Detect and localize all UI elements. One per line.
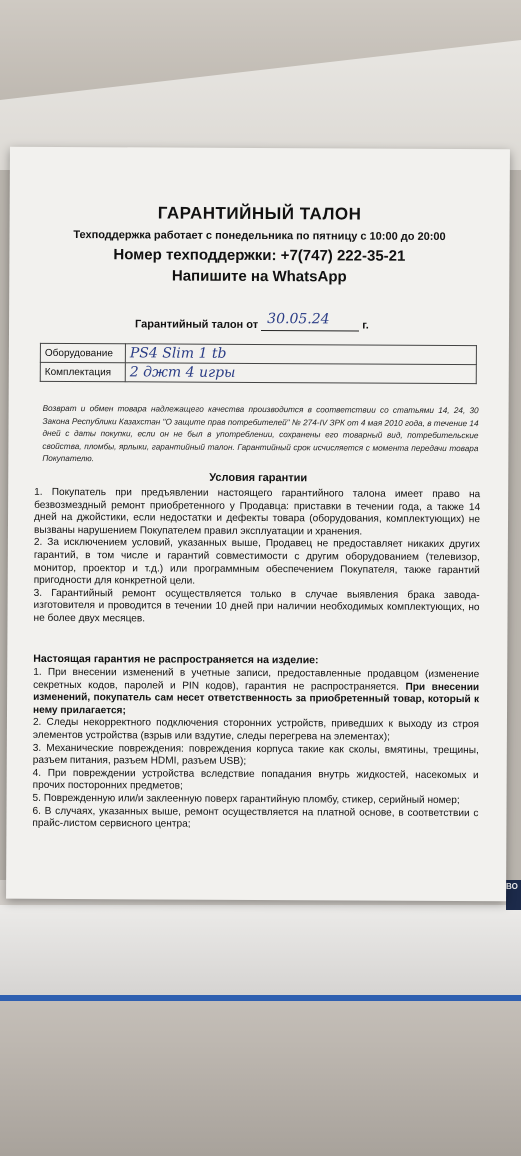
coupon-date-line <box>135 311 369 332</box>
kit-value: 2 джт 4 игры <box>125 363 476 384</box>
handwritten-date: 30.05.24 <box>267 311 330 328</box>
exclusion-item: 5. Поврежденную или/и заклеенную поверх гарантийную пломбу, стикер, серийный номер; <box>32 792 460 806</box>
exclusion-item: 4. При повреждении устройства вследствие попадания внутрь жидкостей, насекомых и прочих посторонних предметов; <box>32 767 479 792</box>
equipment-table <box>40 343 477 384</box>
exclusion-item-1: 1. При внесении изменений в учетные записи, предоставленные продавцом (изменение секретных кодов, паролей и PIN кодов), гарантия не распространяется. <box>33 666 480 693</box>
condition-item: 1. Покупатель при предъявлении настоящего гарантийного талона имеет право на безвозмездный ремонт приобретенного у Продавца: приставки в течении года, а также 14 дней на джойстики, если недостатки и дефекты товара (оборудования, комплектующих) не вызваны нарушением Покупателем правил эксплуатации и хранения. <box>33 486 481 538</box>
exclusion-item: 6. В случаях, указанных выше, ремонт осуществляется на платной основе, в соответствии с прайс-листом сервисного центра; <box>32 805 479 830</box>
conditions-title: Условия гарантии <box>209 471 308 485</box>
kit-label: Комплектация <box>40 362 125 381</box>
date-field <box>261 311 359 332</box>
table-row <box>40 343 476 364</box>
exclusion-item: 3. Механические повреждения: повреждения корпуса такие как сколы, вмятины, трещины, разъем питания, разъем HDMI, разъем USB); <box>32 742 479 768</box>
warranty-document <box>6 147 510 902</box>
condition-item: 2. За исключением условий, указанных выше, Продавец не предоставляет никаких других гарантий, в том числе и гарантий совместимости с другим оборудованием (телевизор, монитор, проектор и т.д.) или программным обеспечением Покупателя, также гарантий пригодности для конкретной цели. <box>33 537 480 587</box>
equipment-label: Оборудование <box>40 343 125 362</box>
exclusion-item <box>33 667 479 720</box>
exclusion-item-1-bold: При внесении изменений, покупатель сам несет ответственность за приобретенный товар, который к нему прилагается; <box>32 681 480 717</box>
equipment-value: PS4 Slim 1 tb <box>125 344 476 365</box>
legal-text: Возврат и обмен товара надлежащего качества производится в соответствии со статьями 14, 24, 30 Закона Республики Казахстан "О защите прав потребителей" № 274-IV ЗРК от 4 мая 2010 года, в течение 14 дней с даты покупки, если он не был в употреблении, сохранены его товарный вид, потребительские свойства, пломбы, ярлыки, гарантийный талон. Гарантийный срок исчисляется с момента передачи товара Покупателю. <box>42 403 479 464</box>
box-stripe <box>0 905 521 1001</box>
whatsapp-note: Напишите на WhatsApp <box>171 267 347 286</box>
table-row <box>40 362 476 383</box>
exclusion-item: 2. Следы некорректного подключения сторонних устройств, приведших к выходу из строя элементов устройства (взрыв или вздутие, следы перегрева на элементах); <box>32 717 479 743</box>
exclusions-list <box>32 667 479 833</box>
corner-label: ВО <box>506 880 521 910</box>
support-phone: Номер техподдержки: +7(747) 222-35-21 <box>113 246 406 265</box>
coupon-suffix: г. <box>362 319 369 332</box>
document-title: ГАРАНТИЙНЫЙ ТАЛОН <box>157 203 362 224</box>
support-hours: Техподдержка работает с понедельника по пятницу с 10:00 до 20:00 <box>73 229 446 243</box>
condition-item: 3. Гарантийный ремонт осуществляется только в случае выявления брака завода-изготовителя и проводится в течении 10 дней при наличии необходимых комплектующих, но не более двух месяцев. <box>33 587 480 625</box>
exclusions-title: Настоящая гарантия не распространяется на изделие: <box>33 652 319 667</box>
conditions-list <box>33 487 480 628</box>
coupon-label: Гарантийный талон от <box>135 318 259 331</box>
